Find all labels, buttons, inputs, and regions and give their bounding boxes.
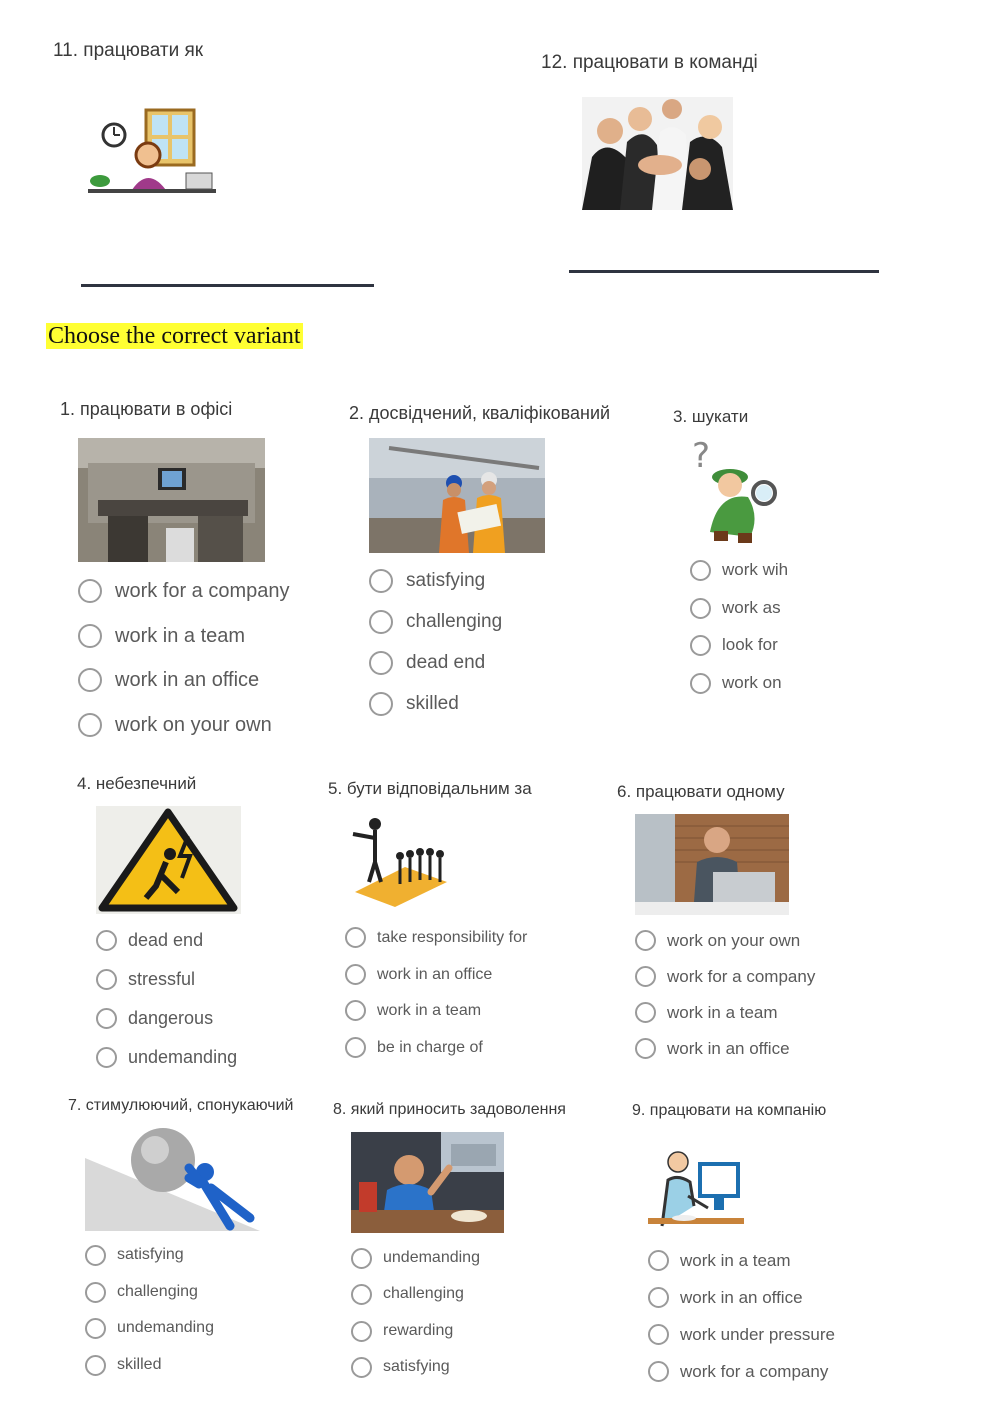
radio-button[interactable] — [648, 1361, 669, 1382]
option[interactable] — [345, 999, 527, 1022]
option[interactable] — [648, 1323, 835, 1346]
radio-button[interactable] — [345, 964, 366, 985]
option[interactable] — [351, 1283, 480, 1305]
team-hands-photo — [582, 97, 733, 210]
option-label: work on your own — [667, 930, 801, 950]
construction-workers-photo — [369, 438, 545, 553]
option-label: undemanding — [128, 1047, 238, 1067]
radio-button[interactable] — [96, 969, 117, 990]
radio-button[interactable] — [96, 1008, 117, 1029]
option[interactable] — [78, 711, 290, 739]
option-label: work in an office — [115, 668, 260, 691]
detective-clipart — [688, 437, 783, 547]
radio-button[interactable] — [690, 673, 711, 694]
radio-button[interactable] — [351, 1357, 372, 1378]
radio-button[interactable] — [648, 1324, 669, 1345]
option-label: undemanding — [117, 1319, 214, 1336]
option-label: work in an office — [680, 1287, 803, 1307]
radio-button[interactable] — [85, 1355, 106, 1376]
question-1-options — [78, 577, 290, 739]
option[interactable] — [78, 666, 290, 694]
radio-button[interactable] — [635, 1038, 656, 1059]
option[interactable] — [648, 1360, 835, 1383]
computer-worker-clipart — [648, 1146, 744, 1234]
radio-button[interactable] — [78, 713, 102, 737]
option[interactable] — [345, 926, 527, 949]
option[interactable] — [635, 1037, 815, 1060]
option[interactable] — [369, 691, 502, 717]
option-label: skilled — [117, 1356, 162, 1373]
option-label: work on — [722, 673, 782, 692]
office-worker-clipart — [86, 105, 218, 197]
option-label: work in a team — [667, 1002, 778, 1022]
instruction-heading: Choose the correct variant — [48, 323, 301, 349]
svg-text:?: ? — [692, 437, 711, 476]
option-label: look for — [722, 635, 778, 654]
radio-button[interactable] — [648, 1287, 669, 1308]
option-label: dangerous — [128, 1008, 214, 1028]
option[interactable] — [96, 928, 237, 953]
question-4-title: 4. небезпечний — [77, 774, 197, 793]
option[interactable] — [635, 929, 815, 952]
radio-button[interactable] — [351, 1284, 372, 1305]
option-label: work for a company — [115, 579, 290, 602]
option-label: work on your own — [115, 713, 272, 736]
option-label: dead end — [406, 652, 486, 673]
option[interactable] — [345, 963, 527, 986]
option[interactable] — [78, 622, 290, 650]
option-label: challenging — [406, 611, 503, 632]
radio-button[interactable] — [345, 1037, 366, 1058]
option[interactable] — [96, 1006, 237, 1031]
radio-button[interactable] — [85, 1282, 106, 1303]
question-2-options — [369, 568, 502, 717]
radio-button[interactable] — [345, 927, 366, 948]
question-11-title: 11. працювати як — [53, 40, 204, 61]
question-5-title: 5. бути відповідальним за — [328, 779, 532, 798]
radio-button[interactable] — [78, 668, 102, 692]
question-2-title: 2. досвідчений, кваліфікований — [349, 403, 611, 423]
option[interactable] — [690, 633, 788, 657]
option-label: stressful — [128, 969, 196, 989]
radio-button[interactable] — [648, 1250, 669, 1271]
radio-button[interactable] — [690, 635, 711, 656]
question-3-options — [690, 558, 788, 695]
option-label: satisfying — [406, 570, 486, 591]
question-7-title: 7. стимулюючий, спонукаючий — [68, 1097, 294, 1114]
pushing-ball-clipart — [85, 1128, 260, 1231]
radio-button[interactable] — [369, 610, 393, 634]
option[interactable] — [85, 1244, 214, 1266]
option-label: work in an office — [377, 965, 493, 983]
question-12-title: 12. працювати в команді — [541, 52, 758, 73]
question-5-options — [345, 926, 527, 1059]
option-label: work for a company — [680, 1361, 829, 1381]
radio-button[interactable] — [345, 1000, 366, 1021]
option-label: undemanding — [383, 1249, 480, 1266]
radio-button[interactable] — [78, 624, 102, 648]
option[interactable] — [690, 596, 788, 620]
question-8-title: 8. який приносить задоволення — [333, 1101, 566, 1118]
radio-button[interactable] — [635, 930, 656, 951]
option-label: dead end — [128, 930, 204, 950]
option-label: challenging — [117, 1283, 198, 1300]
question-9-title: 9. працювати на компанію — [632, 1102, 827, 1119]
option-label: work for a company — [667, 966, 816, 986]
question-6-title: 6. працювати одному — [617, 782, 785, 801]
radio-button[interactable] — [690, 560, 711, 581]
option[interactable] — [351, 1356, 480, 1378]
option-label: be in charge of — [377, 1038, 483, 1056]
radio-button[interactable] — [690, 598, 711, 619]
option[interactable] — [369, 650, 502, 676]
option-label: skilled — [406, 693, 459, 714]
radio-button[interactable] — [369, 692, 393, 716]
option-label: rewarding — [383, 1322, 454, 1339]
option[interactable] — [635, 965, 815, 988]
radio-button[interactable] — [351, 1248, 372, 1269]
option-label: satisfying — [117, 1246, 184, 1263]
question-9-options — [648, 1249, 835, 1383]
question-1-title: 1. працювати в офісі — [60, 399, 233, 419]
option[interactable] — [351, 1320, 480, 1342]
option[interactable] — [648, 1249, 835, 1272]
option-label: take responsibility for — [377, 928, 528, 946]
option[interactable] — [85, 1317, 214, 1339]
option[interactable] — [690, 671, 788, 695]
option[interactable] — [635, 1001, 815, 1024]
option[interactable] — [648, 1286, 835, 1309]
option-label: work wih — [722, 560, 789, 579]
radio-button[interactable] — [635, 966, 656, 987]
question-6-options — [635, 929, 815, 1060]
question-8-options — [351, 1247, 480, 1378]
answer-line-12[interactable] — [569, 270, 879, 273]
happy-man-photo — [351, 1132, 504, 1233]
radio-button[interactable] — [96, 930, 117, 951]
option[interactable] — [369, 609, 502, 635]
option[interactable] — [369, 568, 502, 594]
danger-sign-image — [96, 806, 241, 914]
radio-button[interactable] — [351, 1321, 372, 1342]
option[interactable] — [690, 558, 788, 582]
option-label: work in a team — [115, 624, 246, 647]
option-label: work in a team — [377, 1001, 482, 1019]
option[interactable] — [96, 1045, 237, 1070]
option[interactable] — [85, 1281, 214, 1303]
question-4-options — [96, 928, 237, 1070]
option[interactable] — [85, 1354, 214, 1376]
option-label: work in a team — [680, 1250, 791, 1270]
radio-button[interactable] — [78, 579, 102, 603]
option-label: satisfying — [383, 1358, 450, 1375]
option[interactable] — [345, 1036, 527, 1059]
question-7-options — [85, 1244, 214, 1376]
option-label: work in an office — [667, 1038, 790, 1058]
option[interactable] — [351, 1247, 480, 1269]
man-at-laptop-photo — [635, 814, 789, 915]
radio-button[interactable] — [635, 1002, 656, 1023]
option[interactable] — [78, 577, 290, 605]
radio-button[interactable] — [369, 651, 393, 675]
radio-button[interactable] — [85, 1318, 106, 1339]
option-label: challenging — [383, 1285, 464, 1302]
question-3-title: 3. шукати — [673, 407, 749, 426]
option[interactable] — [96, 967, 237, 992]
radio-button[interactable] — [85, 1245, 106, 1266]
answer-line-11[interactable] — [81, 284, 374, 287]
radio-button[interactable] — [369, 569, 393, 593]
option-label: work as — [722, 598, 781, 617]
office-cubicle-photo — [78, 438, 265, 562]
option-label: work under pressure — [680, 1324, 835, 1344]
radio-button[interactable] — [96, 1047, 117, 1068]
leader-figures-clipart — [345, 812, 447, 908]
